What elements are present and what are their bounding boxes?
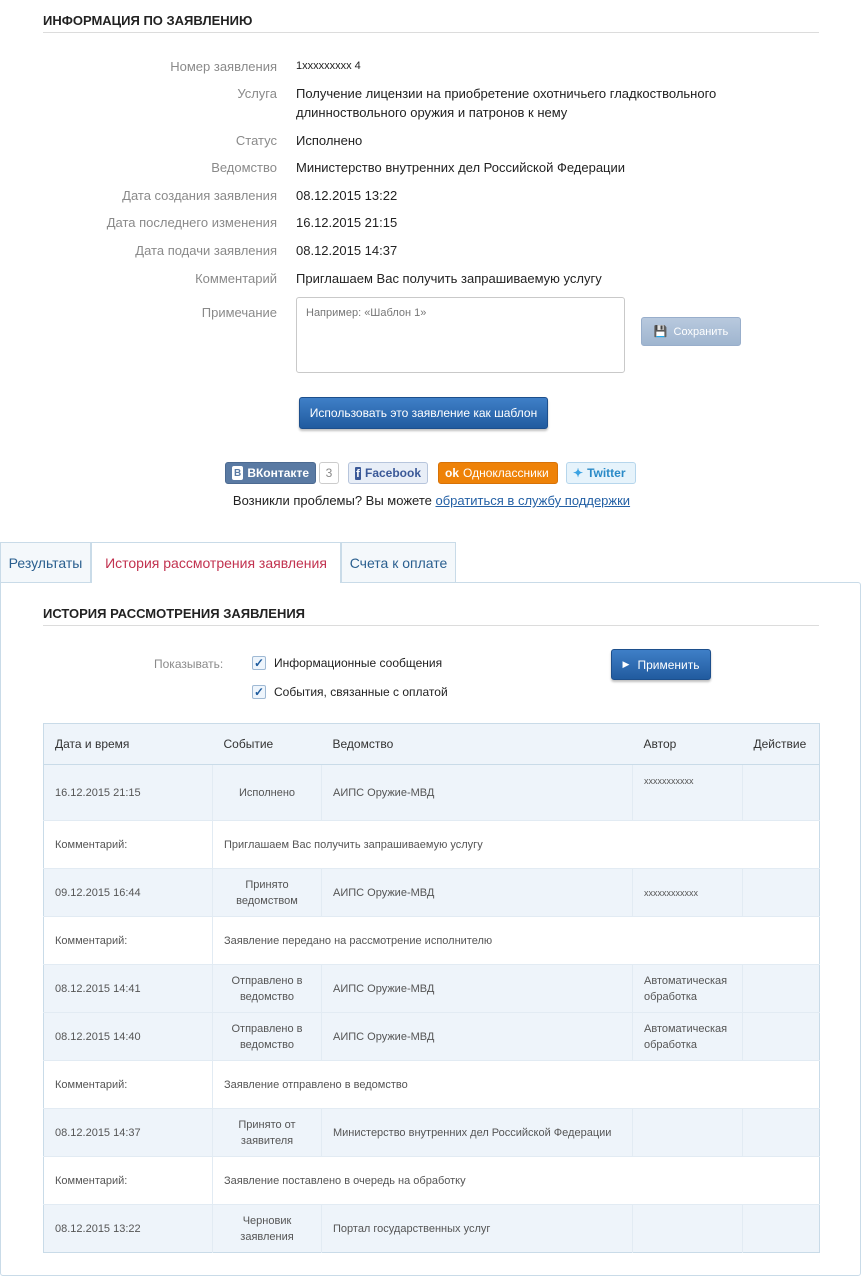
table-row [44, 1109, 820, 1157]
row-date: 08.12.2015 14:40 [44, 1013, 213, 1061]
value-service: Получение лицензии на приобретение охотничьего гладкоствольного длинноствольного оружия и патронов к нему [296, 86, 717, 120]
share-facebook-button[interactable] [348, 462, 428, 484]
row-author: xxxxxxxxxxxx [633, 869, 743, 917]
col-agency: Ведомство [322, 724, 633, 765]
label-number: Номер заявления [170, 59, 277, 74]
row-event: Принято от заявителя [213, 1109, 322, 1157]
apply-label: Применить [637, 657, 700, 672]
row-event: Исполнено [213, 765, 322, 821]
row-date: 08.12.2015 14:41 [44, 965, 213, 1013]
value-agency: Министерство внутренних дел Российской Федерации [296, 160, 626, 175]
tab-history[interactable]: История рассмотрения заявления [91, 542, 341, 583]
row-event: Отправлено в ведомство [213, 1013, 322, 1061]
vk-share-count: 3 [319, 462, 339, 484]
row-agency: Министерство внутренних дел Российской Федерации [322, 1109, 633, 1157]
twitter-bird-icon: ✦ [573, 466, 584, 480]
row-action [743, 1013, 820, 1061]
history-table [43, 723, 820, 1253]
value-submitted: 08.12.2015 14:37 [296, 243, 398, 258]
comment-label: Комментарий: [44, 821, 213, 869]
save-button[interactable] [641, 317, 741, 346]
col-author: Автор [633, 724, 743, 765]
row-action [743, 869, 820, 917]
history-section-title: ИСТОРИЯ РАССМОТРЕНИЯ ЗАЯВЛЕНИЯ [43, 606, 306, 621]
note-input[interactable] [296, 297, 625, 373]
label-agency: Ведомство [211, 160, 277, 175]
apply-button[interactable] [611, 649, 711, 680]
use-as-template-label: Использовать это заявление как шаблон [309, 406, 538, 420]
row-author [633, 1109, 743, 1157]
share-vk-button[interactable] [225, 462, 316, 484]
save-label: Сохранить [673, 325, 729, 338]
row-action [743, 965, 820, 1013]
history-title-divider [43, 625, 819, 626]
label-status: Статус [235, 133, 277, 148]
share-odnoklassniki-button[interactable] [438, 462, 558, 484]
comment-label: Комментарий: [44, 1061, 213, 1109]
table-row [44, 1205, 820, 1253]
value-comment: Приглашаем Вас получить запрашиваемую услугу [296, 271, 602, 286]
value-number: 1xxxxxxxxx 4 [296, 60, 361, 72]
row-event: Черновик заявления [213, 1205, 322, 1253]
facebook-label: Facebook [364, 466, 421, 480]
comment-label: Комментарий: [44, 917, 213, 965]
row-author: Автоматическая обработка [633, 1013, 743, 1061]
comment-row [44, 1157, 820, 1205]
label-created: Дата создания заявления [122, 188, 277, 203]
info-section-title: ИНФОРМАЦИЯ ПО ЗАЯВЛЕНИЮ [43, 13, 253, 28]
row-author [633, 1205, 743, 1253]
comment-row [44, 1061, 820, 1109]
label-note: Примечание [201, 305, 277, 320]
label-service: Услуга [237, 86, 277, 101]
row-agency: АИПС Оружие-МВД [322, 869, 633, 917]
odnoklassniki-icon: ok [445, 466, 460, 480]
value-status: Исполнено [296, 133, 363, 148]
support-line [0, 493, 863, 508]
payment-events-checkbox[interactable]: ✓ [253, 685, 265, 699]
comment-text: Приглашаем Вас получить запрашиваемую услугу [213, 821, 820, 869]
value-created: 08.12.2015 13:22 [296, 188, 398, 203]
comment-text: Заявление поставлено в очередь на обработку [213, 1157, 820, 1205]
support-text: Возникли проблемы? Вы можете [232, 493, 432, 508]
row-agency: Портал государственных услуг [322, 1205, 633, 1253]
show-filter-label: Показывать: [154, 657, 224, 671]
row-date: 16.12.2015 21:15 [44, 765, 213, 821]
label-submitted: Дата подачи заявления [135, 243, 277, 258]
share-twitter-button[interactable] [566, 462, 636, 484]
vk-icon: В [232, 466, 243, 480]
label-comment: Комментарий [195, 271, 277, 286]
play-icon: ▶ [622, 659, 630, 669]
table-row [44, 965, 820, 1013]
vk-label: ВКонтакте [247, 466, 309, 480]
row-author: xxxxxxxxxxx [633, 765, 743, 821]
row-event: Отправлено в ведомство [213, 965, 322, 1013]
row-action [743, 1109, 820, 1157]
row-agency: АИПС Оружие-МВД [322, 765, 633, 821]
table-row [44, 869, 820, 917]
label-modified: Дата последнего изменения [106, 215, 277, 230]
comment-row [44, 821, 820, 869]
row-agency: АИПС Оружие-МВД [322, 1013, 633, 1061]
info-title-divider [43, 32, 819, 33]
col-datetime: Дата и время [44, 724, 213, 765]
facebook-icon: f [356, 467, 360, 480]
row-author: Автоматическая обработка [633, 965, 743, 1013]
col-action: Действие [743, 724, 820, 765]
col-event: Событие [213, 724, 322, 765]
comment-label: Комментарий: [44, 1157, 213, 1205]
comment-text: Заявление передано на рассмотрение исполнителю [213, 917, 820, 965]
tab-results[interactable]: Результаты [0, 542, 91, 582]
tab-invoices[interactable]: Счета к оплате [341, 542, 456, 582]
info-messages-label: Информационные сообщения [274, 656, 443, 670]
row-event: Принято ведомством [213, 869, 322, 917]
row-action [743, 1205, 820, 1253]
save-icon: 💾 [653, 326, 668, 338]
table-row [44, 765, 820, 821]
row-date: 09.12.2015 16:44 [44, 869, 213, 917]
comment-text: Заявление отправлено в ведомство [213, 1061, 820, 1109]
payment-events-label: События, связанные с оплатой [274, 685, 448, 699]
info-messages-checkbox[interactable]: ✓ [253, 656, 265, 670]
comment-row [44, 917, 820, 965]
odnoklassniki-label: Одноклассники [463, 466, 549, 480]
use-as-template-button[interactable] [299, 397, 548, 429]
row-date: 08.12.2015 13:22 [44, 1205, 213, 1253]
row-agency: АИПС Оружие-МВД [322, 965, 633, 1013]
table-header-row [44, 724, 820, 765]
support-link[interactable]: обратиться в службу поддержки [435, 493, 631, 508]
value-modified: 16.12.2015 21:15 [296, 215, 398, 230]
row-date: 08.12.2015 14:37 [44, 1109, 213, 1157]
table-row [44, 1013, 820, 1061]
row-action [743, 765, 820, 821]
twitter-label: Twitter [587, 466, 626, 480]
